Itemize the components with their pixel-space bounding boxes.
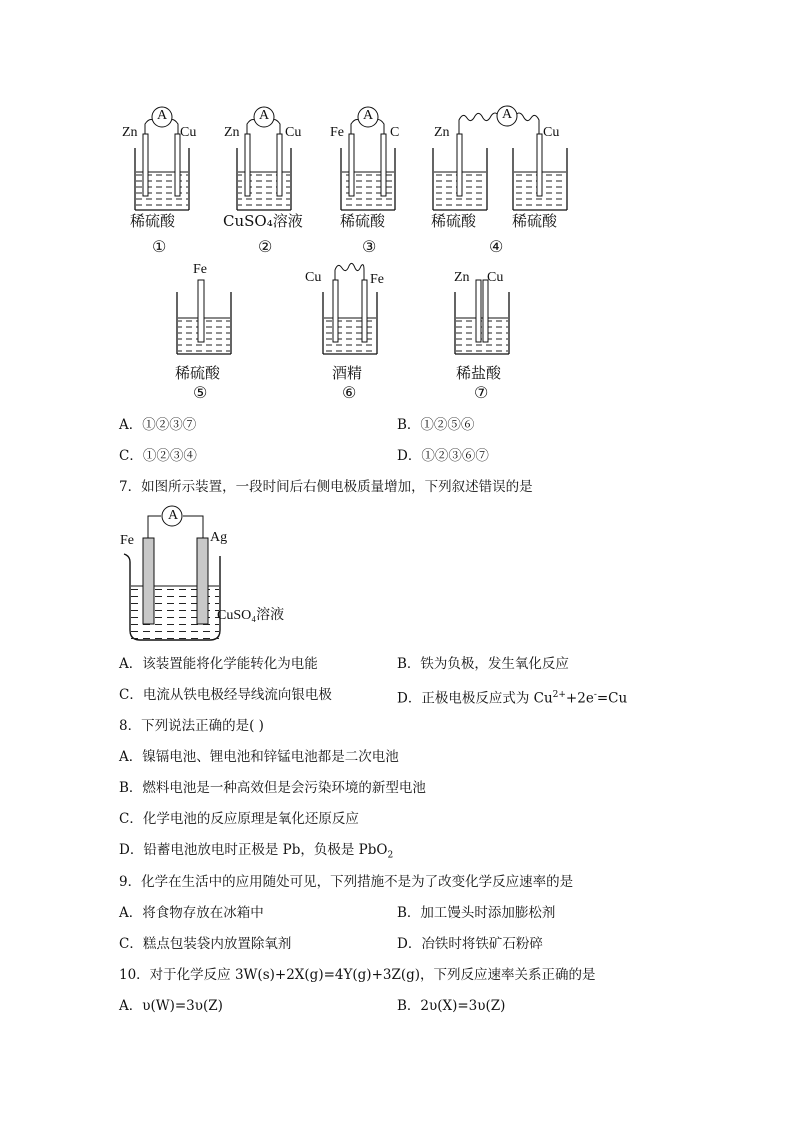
q8-stem: 8．下列说法正确的是( ): [119, 718, 264, 734]
fig1-solution: 稀硫酸: [130, 212, 176, 230]
fig1-number: ①: [152, 237, 167, 256]
q10-option-a: A．υ(W)=3υ(Z): [119, 998, 223, 1014]
fig2-left-electrode: Zn: [224, 125, 240, 140]
fig7-number: ⑦: [474, 383, 489, 402]
beaker-6: [323, 263, 377, 354]
q8-option-b: B．燃料电池是一种高效但是会污染环境的新型电池: [119, 780, 426, 796]
ammeter-1-label: A: [157, 108, 168, 123]
fig4-right-solution: 稀硫酸: [512, 212, 558, 230]
fig4-left-electrode: Zn: [434, 125, 450, 140]
q7-option-c: C．电流从铁电极经导线流向银电极: [119, 687, 332, 703]
beaker-7: [455, 280, 509, 354]
fig5-solution: 稀硫酸: [175, 364, 221, 382]
fig1-left-electrode: Zn: [122, 125, 138, 140]
ammeter-2-label: A: [259, 108, 270, 123]
figure-row-2: [165, 258, 535, 363]
fig1-right-electrode: Cu: [180, 125, 197, 140]
q8-option-c: C．化学电池的反应原理是氧化还原反应: [119, 811, 359, 827]
q9-option-c: C．糕点包装袋内放置除氧剂: [119, 936, 292, 952]
q6-option-b: B．①②⑤⑥: [397, 417, 475, 433]
q9-option-a: A．将食物存放在冰箱中: [119, 905, 264, 921]
q6-option-c: C．①②③④: [119, 448, 197, 464]
q9-stem: 9．化学在生活中的应用随处可见，下列措施不是为了改变化学反应速率的是: [119, 874, 574, 890]
ammeter-4-label: A: [502, 107, 513, 122]
fig3-right-electrode: C: [390, 125, 400, 140]
fig2-number: ②: [258, 237, 273, 256]
fig2-right-electrode: Cu: [285, 125, 302, 140]
q8-option-a: A．镍镉电池、锂电池和锌锰电池都是二次电池: [119, 749, 399, 765]
fig7-solution: 稀盐酸: [456, 364, 502, 382]
fig2-solution: CuSO₄溶液: [223, 212, 303, 230]
fig4-number: ④: [489, 237, 504, 256]
q7-right-electrode: Ag: [210, 530, 228, 545]
q8-option-d: D．铅蓄电池放电时正极是 Pb，负极是 PbO$_2$: [119, 842, 394, 861]
beaker-4: [433, 106, 567, 210]
q7-left-electrode: Fe: [120, 533, 134, 548]
q7-stem: 7．如图所示装置，一段时间后右侧电极质量增加，下列叙述错误的是: [119, 479, 533, 495]
fig6-left-electrode: Cu: [305, 270, 322, 285]
fig7-left-electrode: Zn: [454, 270, 470, 285]
q10-stem: 10．对于化学反应 3W(s)+2X(g)=4Y(g)+3Z(g)，下列反应速率关系正确的是: [119, 967, 596, 983]
fig7-right-electrode: Cu: [487, 270, 504, 285]
q9-option-d: D．冶铁时将铁矿石粉碎: [397, 936, 543, 952]
fig3-left-electrode: Fe: [330, 125, 344, 140]
q7-figure: [118, 502, 318, 647]
fig6-right-electrode: Fe: [370, 272, 384, 287]
q7-option-a: A．该装置能将化学能转化为电能: [119, 656, 318, 672]
fig6-number: ⑥: [342, 383, 357, 402]
fig3-number: ③: [362, 237, 377, 256]
q6-option-a: A．①②③⑦: [119, 417, 197, 433]
fig6-solution: 酒精: [332, 364, 363, 382]
q7-solution: CuSO₄溶液: [217, 608, 285, 623]
q9-option-b: B．加工馒头时添加膨松剂: [397, 905, 556, 921]
fig5-number: ⑤: [193, 383, 208, 402]
q10-option-b: B．2υ(X)=3υ(Z): [397, 998, 506, 1014]
q7-ammeter-label: A: [168, 508, 179, 523]
q7-option-b: B．铁为负极，发生氧化反应: [397, 656, 569, 672]
fig5-electrode: Fe: [193, 262, 207, 277]
beaker-5: [177, 280, 231, 354]
ammeter-3-label: A: [363, 108, 374, 123]
fig4-right-electrode: Cu: [543, 125, 560, 140]
fig3-solution: 稀硫酸: [340, 212, 386, 230]
fig4-left-solution: 稀硫酸: [431, 212, 477, 230]
q7-option-d: D．正极电极反应式为 $Cu^{2+}+2e^-=Cu$: [397, 690, 628, 707]
q6-option-d: D．①②③⑥⑦: [397, 448, 489, 464]
